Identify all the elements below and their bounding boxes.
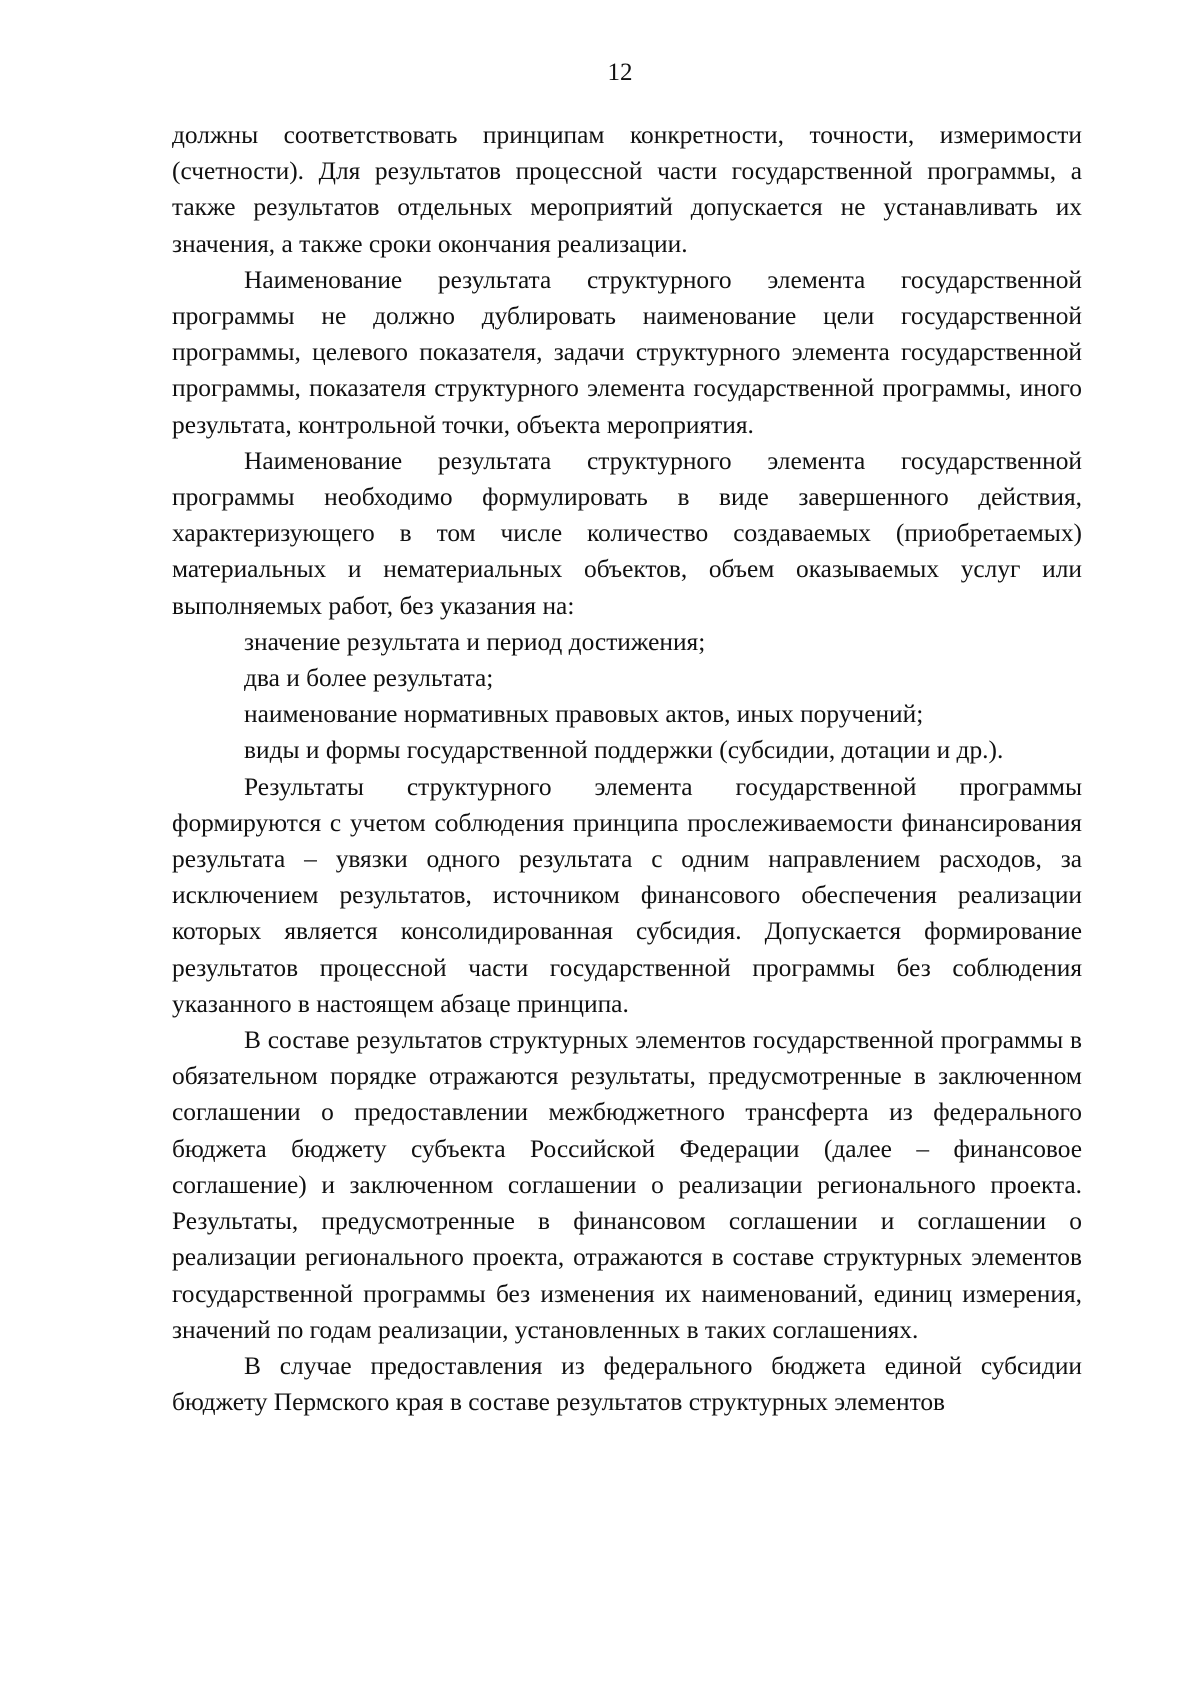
list-item-normative-acts: наименование нормативных правовых актов, иных поручений; (244, 700, 924, 729)
list-item-two-results: два и более результата; (244, 664, 494, 693)
paragraph-result-name-no-duplicate: Наименование результата структурного элемента государственной программы не должно дублировать наименование цели государственной программы, целевого показателя, задачи структурного элемента государственной программы, показателя структурного элемента государственной программы, иного результата, контрольной точки, объекта мероприятия. (172, 265, 1082, 439)
paragraph-continuation: должны соответствовать принципам конкретности, точности, измеримости (счетности). Для результатов процессной части государственной программы, а также результатов отдельных мероприятий допускается не устанавливать их значения, а также сроки окончания реализации. (172, 121, 1082, 258)
paragraph-financial-agreement: В составе результатов структурных элементов государственной программы в обязательном порядке отражаются результаты, предусмотренные в заключенном соглашении о предоставлении межбюджетного трансферта из федерального бюджета бюджету субъекта Российской Федерации (далее – финансовое соглашение) и заключенном соглашении о реализации регионального проекта. Результаты, предусмотренные в финансовом соглашении и соглашении о реализации регионального проекта, отражаются в составе структурных элементов государственной программы без изменения их наименований, единиц измерения, значений по годам реализации, установленных в таких соглашениях. (172, 1026, 1082, 1344)
list-item-support-forms: виды и формы государственной поддержки (субсидии, дотации и др.). (244, 736, 1004, 765)
paragraph-result-name-formulation: Наименование результата структурного элемента государственной программы необходимо формулировать в виде завершенного действия, характеризующего в том числе количество создаваемых (приобретаемых) материальных и нематериальных объектов, объем оказываемых услуг или выполняемых работ, без указания на: (172, 446, 1082, 620)
page-number: 12 (607, 59, 633, 86)
list-item-value-period: значение результата и период достижения; (244, 627, 706, 656)
document-body (172, 117, 1082, 1420)
paragraph-single-subsidy: В случае предоставления из федерального бюджета единой субсидии бюджету Пермского края в составе результатов структурных элементов (172, 1351, 1082, 1417)
paragraph-traceability: Результаты структурного элемента государственной программы формируются с учетом соблюдения принципа прослеживаемости финансирования результата – увязки одного результата с одним направлением расходов, за исключением результатов, источником финансового обеспечения реализации которых является консолидированная субсидия. Допускается формирование результатов процессной части государственной программы без соблюдения указанного в настоящем абзаце принципа. (172, 772, 1082, 1018)
